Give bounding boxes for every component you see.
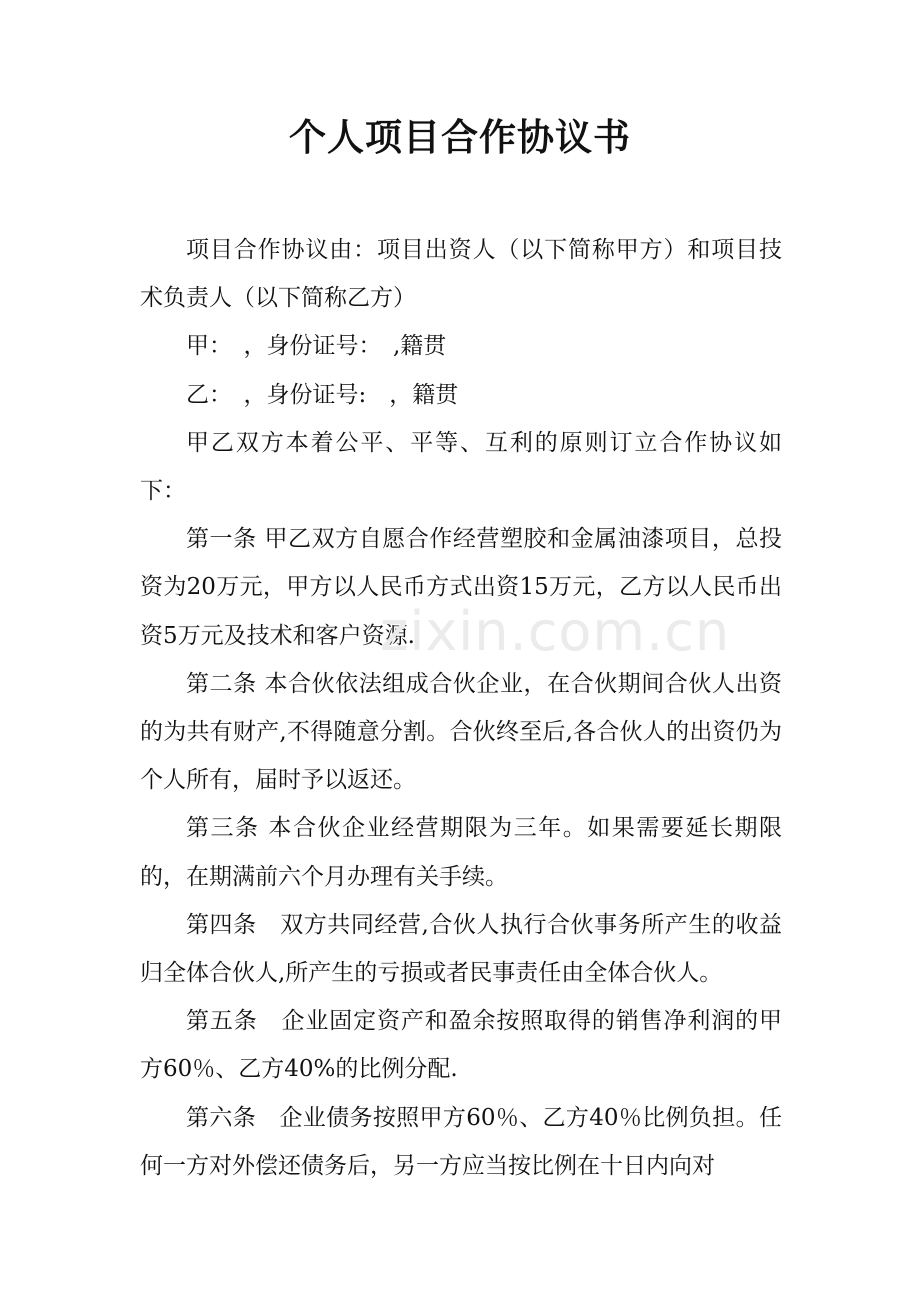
paragraph-article-6: 第六条 企业债务按照甲方60％、乙方40％比例负担。任何一方对外偿还债务后，另一方应当按比例在十日内向对	[140, 1104, 782, 1179]
paragraph-principle: 甲乙双方本着公平、平等、互利的原则订立合作协议如下：	[140, 429, 782, 505]
paragraph-party-a: 甲： ，身份证号： ,籍贯	[186, 333, 447, 360]
document-title: 个人项目合作协议书	[289, 115, 631, 159]
paragraph-intro: 项目合作协议由：项目出资人（以下简称甲方）和项目技术负责人（以下简称乙方）	[140, 237, 782, 312]
paragraph-party-b: 乙： ，身份证号: ，籍贯	[186, 381, 459, 408]
document-body	[140, 226, 782, 1190]
paragraph-article-5: 第五条 企业固定资产和盈余按照取得的销售净利润的甲方60％、乙方40%的比例分配.	[140, 1008, 782, 1083]
paragraph-article-3: 第三条 本合伙企业经营期限为三年。如果需要延长期限的，在期满前六个月办理有关手续。	[140, 815, 782, 890]
paragraph-article-1: 第一条 甲乙双方自愿合作经营塑胶和金属油漆项目，总投资为20万元，甲方以人民币方式出资15万元，乙方以人民币出资5万元及技术和客户资源.	[140, 526, 782, 649]
paragraph-article-4: 第四条 双方共同经营,合伙人执行合伙事务所产生的收益归全体合伙人,所产生的亏损或者民事责任由全体合伙人。	[140, 911, 782, 987]
watermark: zixin.com.cn	[380, 600, 731, 663]
paragraph-article-2: 第二条 本合伙依法组成合伙企业，在合伙期间合伙人出资的为共有财产,不得随意分割。合伙终至后,各合伙人的出资仍为个人所有，届时予以返还。	[140, 670, 782, 794]
